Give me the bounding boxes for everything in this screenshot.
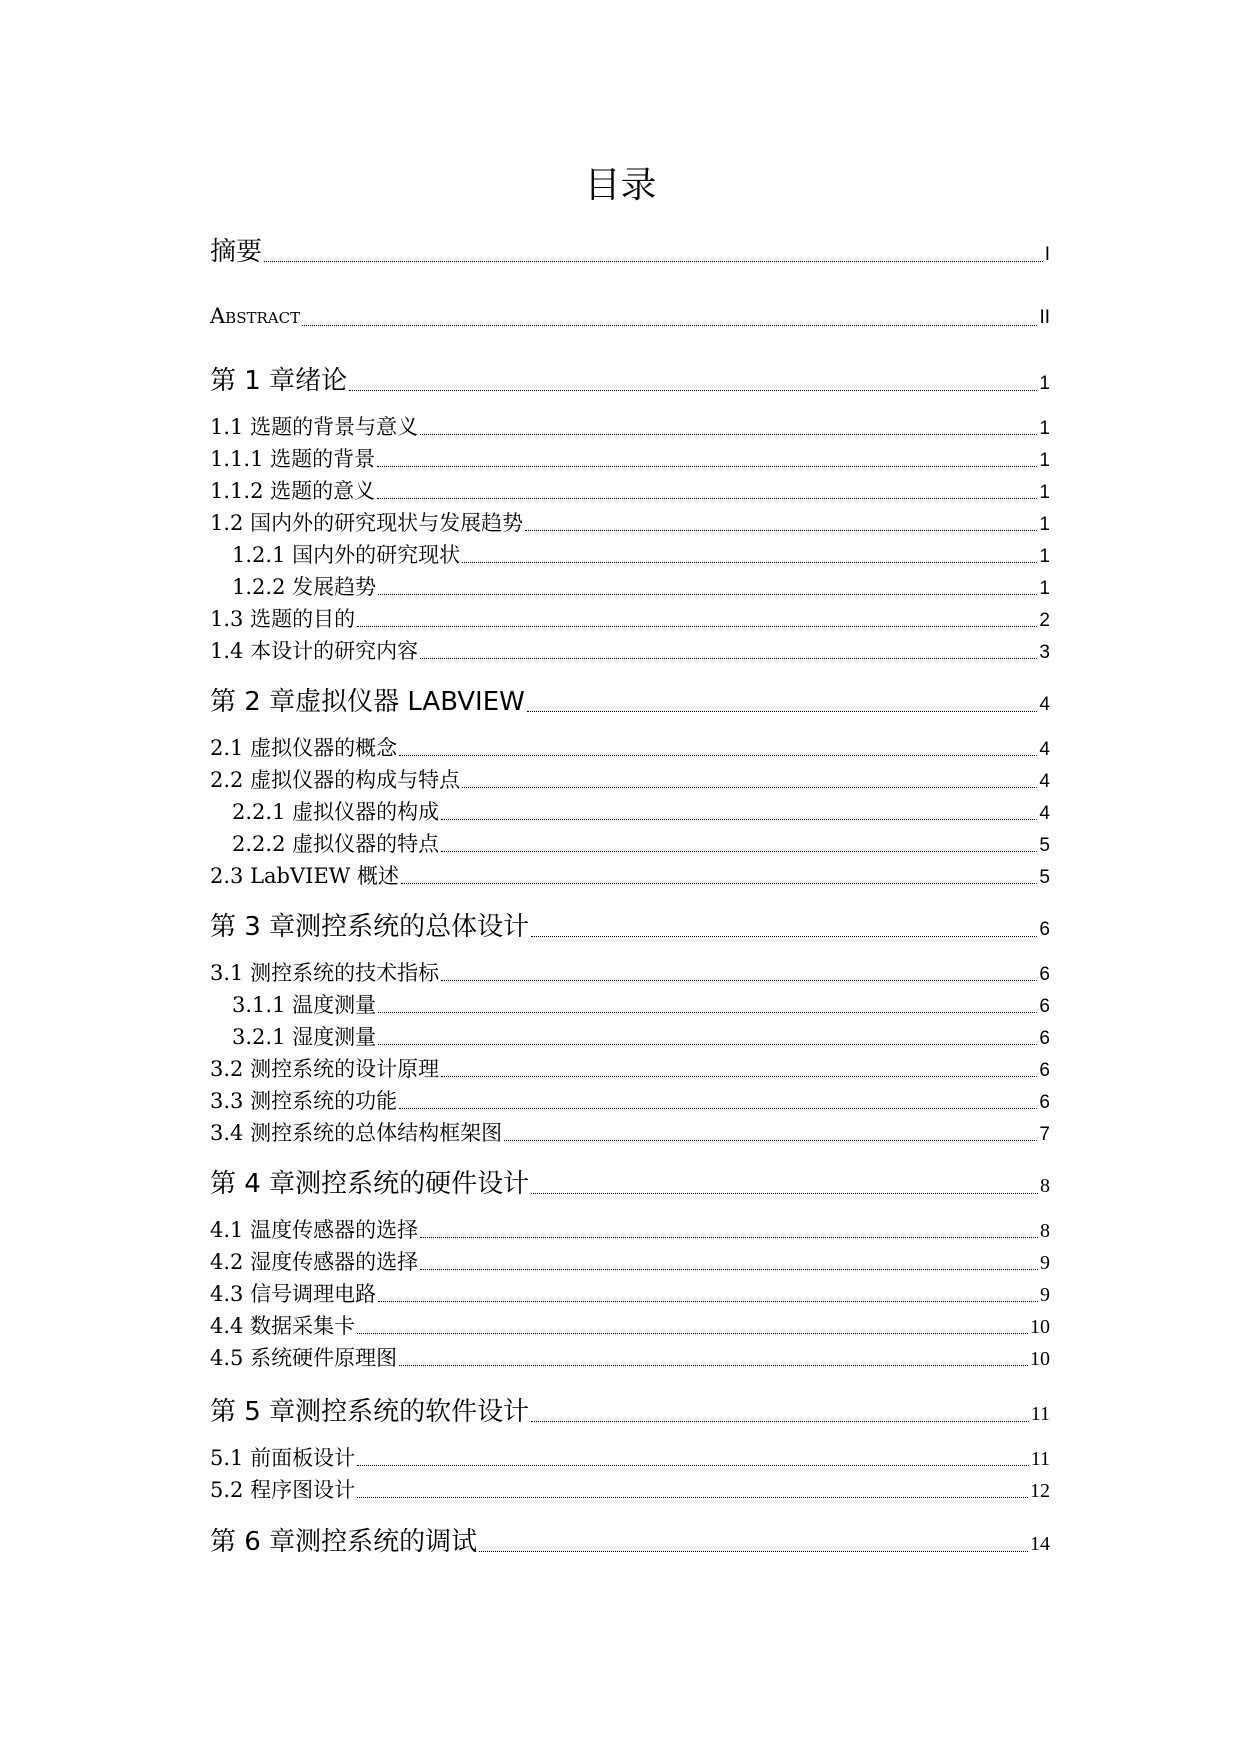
toc-entry-page: 6 xyxy=(1039,919,1050,940)
toc-entry-page: 2 xyxy=(1039,610,1050,631)
toc-entry-label: 5.2 程序图设计 xyxy=(210,1478,356,1502)
toc-entry-subsection[interactable] xyxy=(210,989,1050,1021)
toc-entry-label: 1.1.1 选题的背景 xyxy=(210,447,376,471)
toc-entry-label: 第 6 章测控系统的调试 xyxy=(210,1527,478,1557)
toc-entry-abstract-cn[interactable] xyxy=(210,232,1050,272)
dot-leader xyxy=(377,465,1037,467)
dot-leader xyxy=(441,818,1037,820)
toc-entry-label: 第 3 章测控系统的总体设计 xyxy=(210,912,530,942)
toc-entry-label: 4.1 温度传感器的选择 xyxy=(210,1218,419,1242)
toc-entry-label: 4.5 系统硬件原理图 xyxy=(210,1346,398,1370)
toc-entry-page: 3 xyxy=(1039,642,1050,663)
toc-entry-label: 1.1.2 选题的意义 xyxy=(210,479,376,503)
toc-entry-label: 第 2 章虚拟仪器 LABVIEW xyxy=(210,687,525,717)
toc-entry-section[interactable] xyxy=(210,1278,1050,1310)
toc-entry-page: 11 xyxy=(1030,1403,1050,1425)
toc-entry-section[interactable] xyxy=(210,860,1050,892)
toc-entry-page: 5 xyxy=(1039,835,1050,856)
toc-entry-page: 6 xyxy=(1039,1028,1050,1049)
dot-leader xyxy=(531,935,1037,937)
dot-leader xyxy=(378,593,1037,595)
dot-leader xyxy=(401,882,1037,884)
dot-leader xyxy=(302,324,1037,326)
toc-entry-label: 2.2 虚拟仪器的构成与特点 xyxy=(210,768,461,792)
toc-entry-page: 4 xyxy=(1039,694,1050,715)
toc-entry-page: 11 xyxy=(1030,1448,1050,1470)
dot-leader xyxy=(399,754,1037,756)
toc-entry-page: 1 xyxy=(1039,418,1050,439)
toc-entry-section[interactable] xyxy=(210,1085,1050,1117)
dot-leader xyxy=(378,1011,1037,1013)
toc-entry-chapter[interactable] xyxy=(210,1522,1050,1562)
toc-entry-label: 3.1.1 温度测量 xyxy=(232,993,377,1017)
dot-leader xyxy=(441,1075,1037,1077)
toc-entry-page: 1 xyxy=(1039,546,1050,567)
toc-entry-section[interactable] xyxy=(210,764,1050,796)
dot-leader xyxy=(357,1332,1028,1334)
toc-entry-page: 6 xyxy=(1039,996,1050,1017)
toc-entry-label: 2.2.1 虚拟仪器的构成 xyxy=(232,800,440,824)
toc-entry-abstract-en[interactable] xyxy=(210,298,1050,334)
toc-entry-chapter[interactable] xyxy=(210,1392,1050,1432)
dot-leader xyxy=(462,786,1037,788)
toc-entry-chapter[interactable] xyxy=(210,361,1050,401)
toc-entry-page: 6 xyxy=(1039,1092,1050,1113)
toc-entry-page: 8 xyxy=(1040,1220,1050,1242)
dot-leader xyxy=(357,1464,1029,1466)
dot-leader xyxy=(264,260,1043,262)
dot-leader xyxy=(441,850,1037,852)
toc-entry-page: II xyxy=(1039,307,1050,328)
toc-entry-section[interactable] xyxy=(210,603,1050,635)
toc-entry-label: 4.2 湿度传感器的选择 xyxy=(210,1250,419,1274)
toc-entry-page: 10 xyxy=(1030,1348,1050,1370)
toc-entry-section[interactable] xyxy=(210,957,1050,989)
toc-entry-page: 9 xyxy=(1040,1284,1050,1306)
dot-leader xyxy=(420,657,1037,659)
toc-entry-subsection[interactable] xyxy=(210,571,1050,603)
toc-entry-label: 4.3 信号调理电路 xyxy=(210,1282,377,1306)
toc-entry-section[interactable] xyxy=(210,1342,1050,1374)
toc-entry-section[interactable] xyxy=(210,507,1050,539)
toc-entry-chapter[interactable] xyxy=(210,682,1050,722)
toc-entry-label: 3.2.1 湿度测量 xyxy=(232,1025,377,1049)
toc-entry-page: 1 xyxy=(1039,514,1050,535)
toc-entry-page: 1 xyxy=(1039,450,1050,471)
toc-entry-subsection[interactable] xyxy=(210,1021,1050,1053)
toc-entry-label: 2.1 虚拟仪器的概念 xyxy=(210,736,398,760)
dot-leader xyxy=(420,1268,1038,1270)
dot-leader xyxy=(420,433,1037,435)
toc-entry-subsection[interactable] xyxy=(210,796,1050,828)
toc-entry-label: 第 4 章测控系统的硬件设计 xyxy=(210,1169,530,1199)
toc-entry-page: 1 xyxy=(1039,482,1050,503)
toc-entry-subsection[interactable] xyxy=(210,475,1050,507)
toc-entry-label: 3.3 测控系统的功能 xyxy=(210,1089,398,1113)
toc-entry-label: 3.1 测控系统的技术指标 xyxy=(210,961,440,985)
toc-entry-page: 4 xyxy=(1039,739,1050,760)
dot-leader xyxy=(349,389,1037,391)
toc-entry-label: 1.2 国内外的研究现状与发展趋势 xyxy=(210,511,524,535)
toc-entry-label: 2.3 LabVIEW 概述 xyxy=(210,864,400,888)
toc-entry-chapter[interactable] xyxy=(210,1164,1050,1204)
toc-entry-page: 12 xyxy=(1030,1480,1050,1502)
toc-entry-page: 10 xyxy=(1030,1316,1050,1338)
dot-leader xyxy=(525,529,1037,531)
dot-leader xyxy=(378,1043,1037,1045)
dot-leader xyxy=(531,1192,1038,1194)
toc-entry-page: 8 xyxy=(1040,1175,1050,1197)
dot-leader xyxy=(504,1139,1037,1141)
toc-entry-label: 3.2 测控系统的设计原理 xyxy=(210,1057,440,1081)
toc-entry-page: 6 xyxy=(1039,964,1050,985)
toc-entry-label: 1.2.2 发展趋势 xyxy=(232,575,377,599)
toc-entry-section[interactable] xyxy=(210,1053,1050,1085)
dot-leader xyxy=(357,625,1037,627)
dot-leader xyxy=(479,1550,1028,1552)
toc-entry-page: 1 xyxy=(1039,373,1050,394)
dot-leader xyxy=(420,1236,1038,1238)
toc-entry-label: 第 5 章测控系统的软件设计 xyxy=(210,1397,530,1427)
toc-entry-page: 1 xyxy=(1039,578,1050,599)
toc-entry-page: 7 xyxy=(1039,1124,1050,1145)
toc-entry-label: 1.3 选题的目的 xyxy=(210,607,356,631)
dot-leader xyxy=(531,1420,1029,1422)
toc-entry-page: 4 xyxy=(1039,803,1050,824)
dot-leader xyxy=(378,1300,1038,1302)
dot-leader xyxy=(377,497,1037,499)
toc-entry-subsection[interactable] xyxy=(210,828,1050,860)
toc-entry-label: 5.1 前面板设计 xyxy=(210,1446,356,1470)
toc-entry-section[interactable] xyxy=(210,1246,1050,1278)
dot-leader xyxy=(399,1107,1037,1109)
toc-entry-section[interactable] xyxy=(210,1214,1050,1246)
toc-entry-page: 5 xyxy=(1039,867,1050,888)
toc-entry-label: 4.4 数据采集卡 xyxy=(210,1314,356,1338)
toc-entry-section[interactable] xyxy=(210,411,1050,443)
dot-leader xyxy=(441,979,1037,981)
toc-entry-label: 1.4 本设计的研究内容 xyxy=(210,639,419,663)
toc-entry-page: I xyxy=(1044,244,1050,265)
toc-entry-label: 2.2.2 虚拟仪器的特点 xyxy=(232,832,440,856)
toc-entry-page: 4 xyxy=(1039,771,1050,792)
toc-entry-label: 1.2.1 国内外的研究现状 xyxy=(232,543,461,567)
toc-entry-section[interactable] xyxy=(210,732,1050,764)
toc-entry-label: 1.1 选题的背景与意义 xyxy=(210,415,419,439)
toc-entry-section[interactable] xyxy=(210,1310,1050,1342)
toc-entry-label: Abstract xyxy=(210,304,301,328)
toc-entry-chapter[interactable] xyxy=(210,907,1050,947)
toc-title: 目录 xyxy=(584,165,657,206)
toc-entry-section[interactable] xyxy=(210,1117,1050,1149)
toc-entry-page: 6 xyxy=(1039,1060,1050,1081)
toc-entry-subsection[interactable] xyxy=(210,539,1050,571)
toc-entry-subsection[interactable] xyxy=(210,443,1050,475)
toc-entry-label: 摘要 xyxy=(210,237,263,267)
dot-leader xyxy=(357,1496,1028,1498)
dot-leader xyxy=(462,561,1037,563)
dot-leader xyxy=(527,710,1038,712)
toc-entry-label: 3.4 测控系统的总体结构框架图 xyxy=(210,1121,503,1145)
toc-entry-section[interactable] xyxy=(210,635,1050,667)
toc-entry-page: 14 xyxy=(1030,1533,1050,1555)
toc-entry-page: 9 xyxy=(1040,1252,1050,1274)
dot-leader xyxy=(399,1364,1028,1366)
toc-entry-section[interactable] xyxy=(210,1474,1050,1506)
toc-entry-section[interactable] xyxy=(210,1442,1050,1474)
toc-entry-label: 第 1 章绪论 xyxy=(210,366,348,396)
